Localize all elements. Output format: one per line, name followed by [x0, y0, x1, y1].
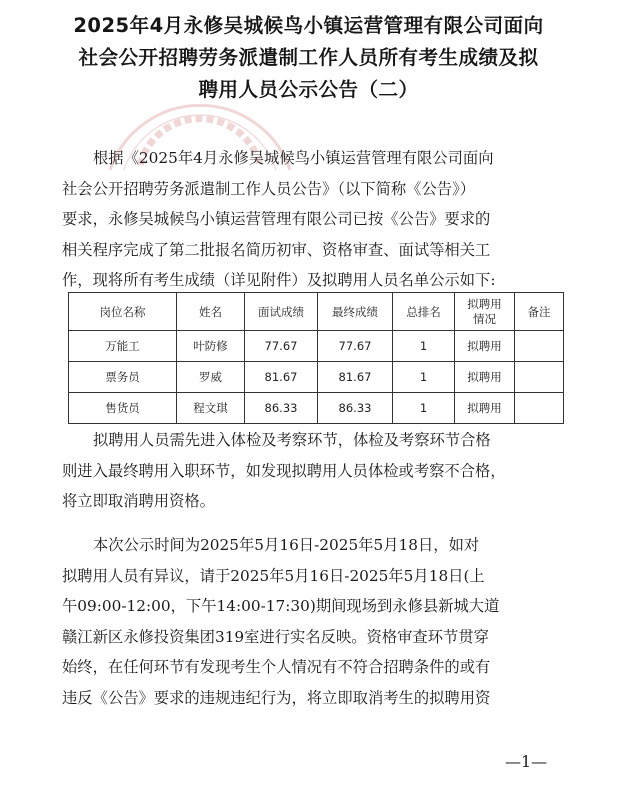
paragraph-line: 违反《公告》要求的违规违纪行为，将立即取消考生的拟聘用资 [62, 688, 491, 707]
paragraph-line: 社会公开招聘劳务派遣制工作人员公告》（以下简称《公告》） [62, 179, 476, 198]
header-cell-hire-status [455, 293, 515, 331]
cell-hire-status: 拟聘用 [455, 393, 515, 424]
header-cell-name: 姓名 [177, 293, 245, 331]
paragraph-line: 相关程序完成了第二批报名简历初审、资格审查、面试等相关工 [62, 240, 491, 259]
table-row [69, 393, 564, 424]
intro-paragraph [62, 143, 574, 296]
cell-interview-score: 77.67 [245, 331, 318, 362]
cell-name: 程文琪 [177, 393, 245, 424]
cell-position: 万能工 [69, 331, 177, 362]
header-cell-remarks: 备注 [515, 293, 564, 331]
cell-name: 罗威 [177, 362, 245, 393]
paragraph-line: 拟聘用人员有异议，请于2025年5月16日-2025年5月18日(上 [62, 566, 485, 585]
cell-rank: 1 [393, 362, 455, 393]
header-cell-rank: 总排名 [393, 293, 455, 331]
header-cell-hire-status-line-1: 拟聘用 [467, 296, 502, 311]
table-header-row [69, 293, 564, 331]
page-number: —1— [505, 752, 548, 771]
paragraph-line: 要求，永修吴城候鸟小镇运营管理有限公司已按《公告》要求的 [62, 210, 491, 228]
cell-interview-score: 81.67 [245, 362, 318, 393]
cell-remarks [515, 362, 564, 393]
paragraph-line: 将立即取消聘用资格。 [62, 492, 215, 510]
cell-name: 叶防修 [177, 331, 245, 362]
paragraph-line: 本次公示时间为2025年5月16日-2025年5月18日，如对 [93, 536, 480, 554]
paragraph-line: 始终，在任何环节有发现考生个人情况有不符合招聘条件的或有 [62, 658, 491, 676]
table-row [69, 331, 564, 362]
paragraph-line: 根据《2025年4月永修吴城候鸟小镇运营管理有限公司面向 [93, 149, 494, 167]
cell-remarks [515, 393, 564, 424]
page-title [26, 10, 591, 106]
title-line-2: 社会公开招聘劳务派遣制工作人员所有考生成绩及拟 [78, 46, 539, 69]
paragraph-line: 拟聘用人员需先进入体检及考察环节，体检及考察环节合格 [93, 431, 491, 449]
header-cell-position: 岗位名称 [69, 293, 177, 331]
cell-rank: 1 [393, 393, 455, 424]
cell-hire-status: 拟聘用 [455, 331, 515, 362]
paragraph-line: 则进入最终聘用入职环节，如发现拟聘用人员体检或考察不合格， [62, 461, 506, 480]
title-line-1: 2025年4月永修吴城候鸟小镇运营管理有限公司面向 [73, 14, 544, 37]
header-cell-final-score: 最终成绩 [318, 293, 393, 331]
medical-check-paragraph [62, 425, 574, 517]
header-cell-hire-status-line-2: 情况 [473, 311, 496, 326]
publicity-period-paragraph [62, 530, 574, 713]
results-table [68, 292, 564, 424]
cell-final-score: 81.67 [318, 362, 393, 393]
title-line-3: 聘用人员公示公告（二） [198, 78, 419, 101]
cell-remarks [515, 331, 564, 362]
header-cell-interview-score: 面试成绩 [245, 293, 318, 331]
cell-interview-score: 86.33 [245, 393, 318, 424]
paragraph-line: 赣江新区永修投资集团319室进行实名反映。资格审查环节贯穿 [62, 627, 489, 646]
cell-position: 票务员 [69, 362, 177, 393]
table-row [69, 362, 564, 393]
cell-final-score: 86.33 [318, 393, 393, 424]
cell-position: 售货员 [69, 393, 177, 424]
cell-hire-status: 拟聘用 [455, 362, 515, 393]
paragraph-line: 午09:00-12:00，下午14:00-17:30)期间现场到永修县新城大道 [62, 597, 500, 615]
cell-rank: 1 [393, 331, 455, 362]
paragraph-line: 作，现将所有考生成绩（详见附件）及拟聘用人员名单公示如下: [62, 271, 496, 289]
cell-final-score: 77.67 [318, 331, 393, 362]
